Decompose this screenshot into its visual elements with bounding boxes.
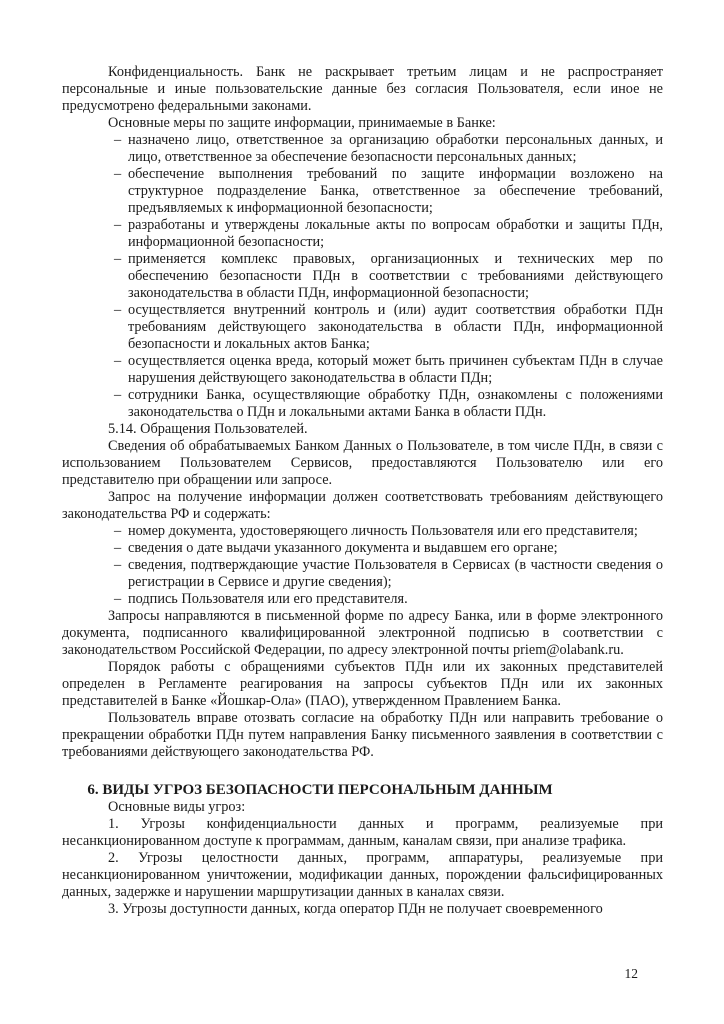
clause-5-14-title: 5.14. Обращения Пользователей. [108,421,308,437]
list-item: – осуществляется оценка вреда, который может быть причинен субъектам ПДн в случае нарушения действующего законодательства в области ПДн; [128,353,663,387]
paragraph-threat-types-intro: Основные виды угроз: [108,799,246,815]
paragraph-requests-regulation: Порядок работы с обращениями субъектов ПДн или их законных представителей определен в Регламенте реагирования на запросы субъектов ПДн или их законных представителей в Банке «Йошкар-Ола» (ПАО), утвержденном Правлением Банка. [62,659,663,709]
list-item: – номер документа, удостоверяющего личность Пользователя или его представителя; [128,523,663,540]
list-item: – обеспечение выполнения требований по защите информации возложено на структурное подразделение Банка, ответственное за обеспечение требований, предъявляемых к информационной безопасности; [128,166,663,217]
paragraph-user-data-provision: Сведения об обрабатываемых Банком Данных о Пользователе, в том числе ПДн, в связи с использованием Пользователем Сервисов, предоставляются Пользователю или его представителю при обращении или запросе. [62,438,663,488]
paragraph-threat-2: 2. Угрозы целостности данных, программ, аппаратуры, реализуемые при несанкционированном уничтожении, модификации данных, порождении фальсифицированных данных, задержке и нарушении маршрутизации данных в каналах связи. [62,850,663,900]
list-item: – сведения о дате выдачи указанного документа и выдавшем его органе; [128,540,663,557]
paragraph-threat-3: 3. Угрозы доступности данных, когда оператор ПДн не получает своевременного [108,901,603,917]
list-item: – сотрудники Банка, осуществляющие обработку ПДн, ознакомлены с положениями законодательства о ПДн и локальными актами Банка в области ПДн. [128,387,663,421]
list-item: – осуществляется внутренний контроль и (или) аудит соответствия обработки ПДн требованиям действующего законодательства в области ПДн, информационной безопасности и локальных актов Банка; [128,302,663,353]
paragraph-protection-measures-intro: Основные меры по защите информации, принимаемые в Банке: [108,115,496,131]
list-item: – назначено лицо, ответственное за организацию обработки персональных данных, и лицо, ответственное за обеспечение безопасности персональных данных; [128,132,663,166]
list-item: – сведения, подтверждающие участие Пользователя в Сервисах (в частности сведения о регистрации в Сервисе и другие сведения); [128,557,663,591]
paragraph-requests-delivery: Запросы направляются в письменной форме по адресу Банка, или в форме электронного документа, подписанного квалифицированной электронной подписью в соответствии с законодательством Российской Федерации, по адресу электронной почты priem@olabank.ru. [62,608,663,658]
list-item: – применяется комплекс правовых, организационных и технических мер по обеспечению безопасности ПДн в соответствии с требованиями действующего законодательства в области ПДн, информационной безопасности; [128,251,663,302]
section-6-heading: 6. ВИДЫ УГРОЗ БЕЗОПАСНОСТИ ПЕРСОНАЛЬНЫМ ДАННЫМ [87,782,553,798]
paragraph-request-requirements: Запрос на получение информации должен соответствовать требованиям действующего законодательства РФ и содержать: [62,489,663,522]
document-body [62,64,663,918]
paragraph-consent-withdrawal: Пользователь вправе отозвать согласие на обработку ПДн или направить требование о прекращении обработки ПДн путем направления Банку письменного заявления в соответствии с требованиями действующего законодательства РФ. [62,710,663,760]
list-item: – разработаны и утверждены локальные акты по вопросам обработки и защиты ПДн, информационной безопасности; [128,217,663,251]
protection-measures-list [62,132,663,421]
list-item: – подпись Пользователя или его представителя. [128,591,663,608]
paragraph-confidentiality: Конфиденциальность. Банк не раскрывает третьим лицам и не распространяет персональные и иные пользовательские данные без согласия Пользователя, если иное не предусмотрено федеральными законами. [62,64,663,114]
paragraph-threat-1: 1. Угрозы конфиденциальности данных и программ, реализуемые при несанкционированном доступе к программам, данным, каналам связи, при анализе трафика. [62,816,663,849]
page-number: 12 [624,966,638,981]
request-details-list [62,523,663,608]
